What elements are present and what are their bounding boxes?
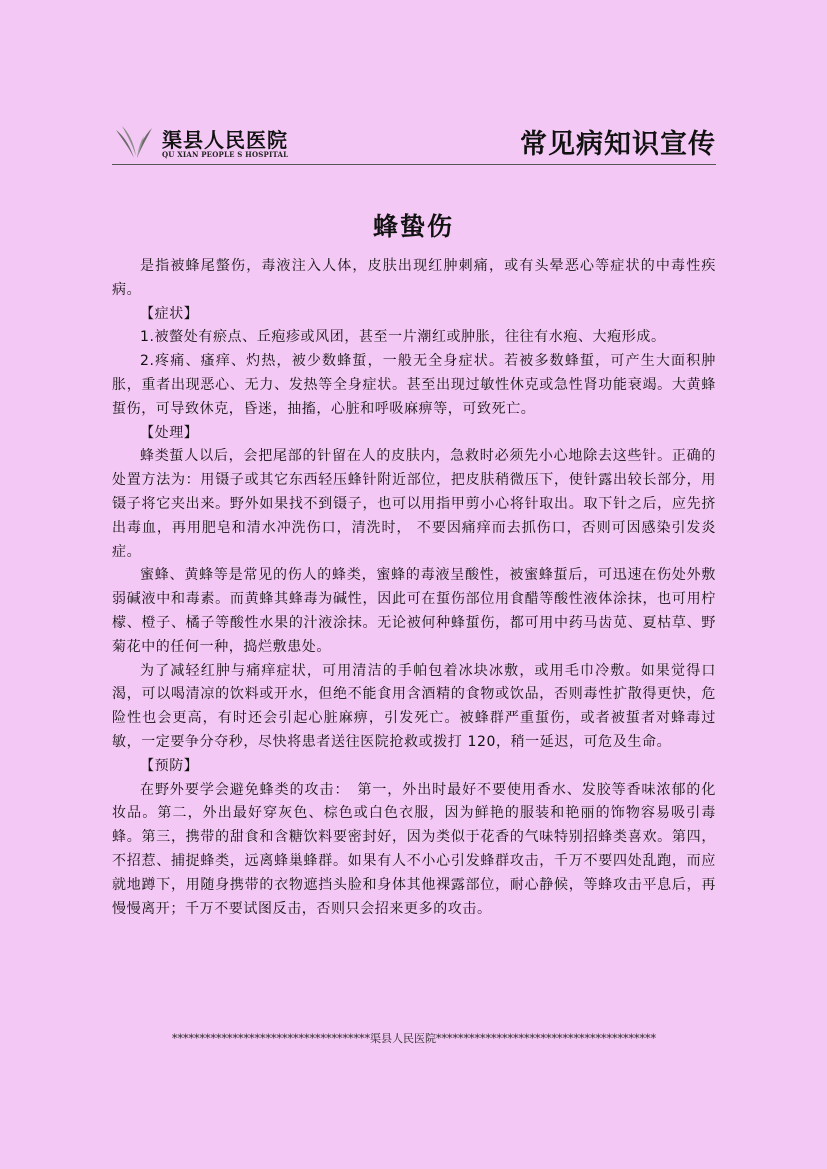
page-title: 蜂蛰伤 xyxy=(372,212,454,241)
symptoms-heading: 【症状】 xyxy=(140,305,199,322)
page-footer xyxy=(112,1030,716,1046)
footer-hospital-name: 渠县人民医院 xyxy=(370,1032,436,1045)
article-body xyxy=(112,255,716,921)
page-header xyxy=(112,120,716,165)
treatment-paragraph: 蜜蜂、黄蜂等是常见的伤人的蜂类，蜜蜂的毒液呈酸性，被蜜蜂蜇后，可迅速在伤处外敷弱碱液中和毒素。而黄蜂其蜂毒为碱性，因此可在蜇伤部位用食醋等酸性液体涂抹，也可用柠檬、橙子、橘子等酸性水果的汁液涂抹。无论被何种蜂蜇伤，都可用中药马齿苋、夏枯草、野菊花中的任何一种，捣烂敷患处。 xyxy=(112,567,716,655)
footer-stars-right: **************************************** xyxy=(436,1032,656,1045)
treatment-heading: 【处理】 xyxy=(140,424,199,441)
hospital-name: 渠县人民医院 xyxy=(162,128,288,152)
treatment-paragraph: 为了减轻红肿与痛痒症状，可用清洁的手帕包着冰块冰敷，或用毛巾冷敷。如果觉得口渴，可以喝清凉的饮料或开水，但绝不能食用含酒精的食物或饮品，否则毒性扩散得更快，危险性也会更高，有时还会引起心脏麻痹，引发死亡。被蜂群严重蜇伤，或者被蜇者对蜂毒过敏，一定要争分夺秒，尽快将患者送往医院抢救或拨打 120，稍一延迟，可危及生命。 xyxy=(112,662,716,750)
intro-paragraph: 是指被蜂尾螫伤，毒液注入人体，皮肤出现红肿刺痛，或有头晕恶心等症状的中毒性疾病。 xyxy=(112,258,716,298)
hospital-logo-icon xyxy=(112,122,162,162)
hospital-name-en: QU XIAN PEOPLE S HOSPITAL xyxy=(162,150,289,159)
prevention-paragraph: 在野外要学会避免蜂类的攻击： 第一，外出时最好不要使用香水、发胶等香味浓郁的化妆品。第二，外出最好穿灰色、棕色或白色衣服，因为鲜艳的服装和艳丽的饰物容易吸引毒蜂。第三，携带的甜食和含糖饮料要密封好，因为类似于花香的气味特别招蜂类喜欢。第四，不招惹、捕捉蜂类，远离蜂巢蜂群。如果有人不小心引发蜂群攻击，千万不要四处乱跑，而应就地蹲下，用随身携带的衣物遮挡头脸和身体其他裸露部位，耐心静候，等蜂攻击平息后，再慢慢离开；千万不要试图反击，否则只会招来更多的攻击。 xyxy=(112,781,716,917)
prevention-heading: 【预防】 xyxy=(140,757,199,774)
campaign-title: 常见病知识宣传 xyxy=(520,129,716,160)
treatment-paragraph: 蜂类蜇人以后，会把尾部的针留在人的皮肤内，急救时必须先小心地除去这些针。正确的处置方法为：用镊子或其它东西轻压蜂针附近部位，把皮肤稍微压下，使针露出较长部分，用镊子将它夹出来。野外如果找不到镊子，也可以用指甲剪小心将针取出。取下针之后，应先挤出毒血，再用肥皂和清水冲洗伤口，清洗时， 不要因痛痒而去抓伤口，否则可因感染引发炎症。 xyxy=(112,448,716,560)
symptom-item: 1.被螫处有瘀点、丘疱疹或风团，甚至一片潮红或肿胀，往往有水疱、大疱形成。 xyxy=(140,329,666,346)
symptom-item: 2.疼痛、瘙痒、灼热，被少数蜂蜇，一般无全身症状。若被多数蜂蜇，可产生大面积肿胀，重者出现恶心、无力、发热等全身症状。甚至出现过敏性休克或急性肾功能衰竭。大黄蜂蜇伤，可导致休克，昏迷，抽搐，心脏和呼吸麻痹等，可致死亡。 xyxy=(112,353,716,417)
footer-stars-left: ************************************ xyxy=(172,1032,370,1045)
